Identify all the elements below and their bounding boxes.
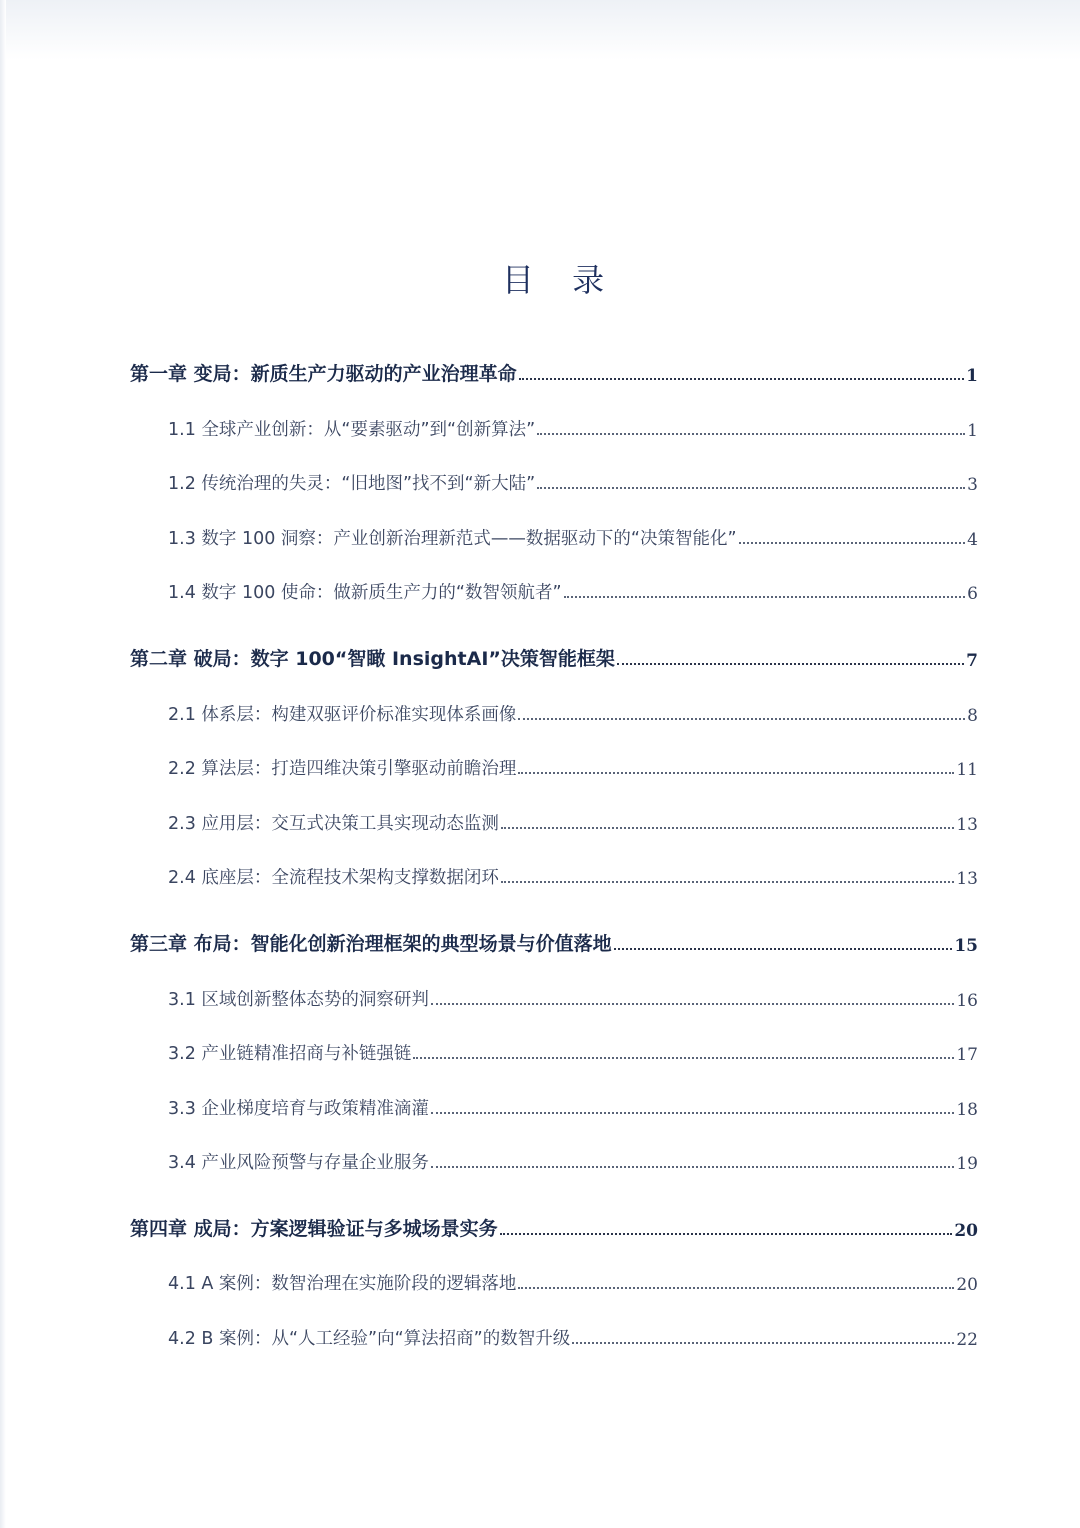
toc-leader-dots: [431, 1166, 954, 1168]
toc-leader-dots: [614, 948, 953, 950]
toc-section-entry[interactable]: [168, 413, 978, 441]
toc-leader-dots: [537, 487, 965, 489]
toc-section-entry[interactable]: [168, 1092, 978, 1120]
toc-section-entry[interactable]: [168, 807, 978, 835]
toc-leader-dots: [564, 596, 966, 598]
toc-section-entry[interactable]: [168, 1146, 978, 1174]
toc-section-entry[interactable]: [168, 522, 978, 550]
toc-section-entry[interactable]: [168, 1322, 978, 1350]
toc-section-entry[interactable]: [168, 1037, 978, 1065]
toc-leader-dots: [617, 663, 964, 665]
toc-leader-dots: [500, 1233, 953, 1235]
toc-leader-dots: [518, 772, 954, 774]
toc-entry-label: 3.4 产业风险预警与存量企业服务: [168, 1153, 429, 1173]
toc-entry-label: 4.1 A 案例：数智治理在实施阶段的逻辑落地: [168, 1274, 517, 1294]
toc-page-number: 6: [967, 584, 978, 604]
toc-leader-dots: [537, 433, 965, 435]
toc-page-number: 17: [956, 1045, 978, 1065]
toc-entry-label: 1.2 传统治理的失灵：“旧地图”找不到“新大陆”: [168, 474, 536, 494]
toc-leader-dots: [518, 718, 965, 720]
toc-entry-label: 3.1 区域创新整体态势的洞察研判: [168, 990, 429, 1010]
toc-section-entry[interactable]: [168, 698, 978, 726]
toc-page-number: 13: [956, 815, 978, 835]
toc-chapter-entry[interactable]: [130, 928, 978, 956]
toc-page-number: 11: [956, 760, 978, 780]
toc-page-number: 19: [956, 1154, 978, 1174]
toc-page-number: 22: [956, 1330, 978, 1350]
toc-chapter-entry[interactable]: [130, 643, 978, 671]
toc-leader-dots: [431, 1112, 954, 1114]
toc-leader-dots: [413, 1057, 954, 1059]
toc-page-number: 20: [956, 1275, 978, 1295]
page-title: 目 录: [501, 261, 619, 299]
toc-entry-label: 3.3 企业梯度培育与政策精准滴灌: [168, 1099, 429, 1119]
toc-section-entry[interactable]: [168, 983, 978, 1011]
toc-entry-label: 第二章 破局：数字 100“智瞰 InsightAI”决策智能框架: [130, 648, 615, 670]
toc-leader-dots: [431, 1003, 954, 1005]
toc-section-entry[interactable]: [168, 1267, 978, 1295]
toc-leader-dots: [518, 1287, 954, 1289]
toc-entry-label: 2.4 底座层：全流程技术架构支撑数据闭环: [168, 868, 499, 888]
toc-section-entry[interactable]: [168, 752, 978, 780]
toc-page-number: 13: [956, 869, 978, 889]
toc-page-number: 16: [956, 991, 978, 1011]
toc-page-number: 7: [966, 651, 978, 671]
toc-leader-dots: [501, 881, 954, 883]
toc-entry-label: 1.3 数字 100 洞察：产业创新治理新范式——数据驱动下的“决策智能化”: [168, 529, 737, 549]
toc-page-number: 8: [967, 706, 978, 726]
toc-chapter-entry[interactable]: [130, 358, 978, 386]
toc-page-number: 20: [954, 1221, 978, 1241]
toc-page-number: 4: [967, 530, 978, 550]
toc-entry-label: 第一章 变局：新质生产力驱动的产业治理革命: [130, 363, 517, 385]
toc-leader-dots: [572, 1342, 954, 1344]
toc-page-number: 1: [966, 366, 978, 386]
toc-leader-dots: [739, 542, 966, 544]
toc-chapter-entry[interactable]: [130, 1213, 978, 1241]
toc-entry-label: 2.3 应用层：交互式决策工具实现动态监测: [168, 814, 499, 834]
toc-page-number: 1: [967, 421, 978, 441]
toc-entry-label: 1.4 数字 100 使命：做新质生产力的“数智领航者”: [168, 583, 562, 603]
toc-entry-label: 4.2 B 案例：从“人工经验”向“算法招商”的数智升级: [168, 1329, 571, 1349]
toc-entry-label: 1.1 全球产业创新：从“要素驱动”到“创新算法”: [168, 420, 536, 440]
toc-page-number: 3: [967, 475, 978, 495]
toc-leader-dots: [501, 827, 954, 829]
toc-entry-label: 2.1 体系层：构建双驱评价标准实现体系画像: [168, 705, 517, 725]
page-top-shade: [0, 0, 1080, 60]
toc-entry-label: 第四章 成局：方案逻辑验证与多城场景实务: [130, 1218, 498, 1240]
toc-entry-label: 3.2 产业链精准招商与补链强链: [168, 1044, 412, 1064]
toc-section-entry[interactable]: [168, 576, 978, 604]
toc-entry-label: 第三章 布局：智能化创新治理框架的典型场景与价值落地: [130, 933, 612, 955]
toc-leader-dots: [519, 378, 965, 380]
toc-entry-label: 2.2 算法层：打造四维决策引擎驱动前瞻治理: [168, 759, 517, 779]
toc-section-entry[interactable]: [168, 861, 978, 889]
toc-page-number: 15: [954, 936, 978, 956]
toc-page-number: 18: [956, 1100, 978, 1120]
page-left-edge: [0, 0, 6, 1528]
toc-section-entry[interactable]: [168, 467, 978, 495]
